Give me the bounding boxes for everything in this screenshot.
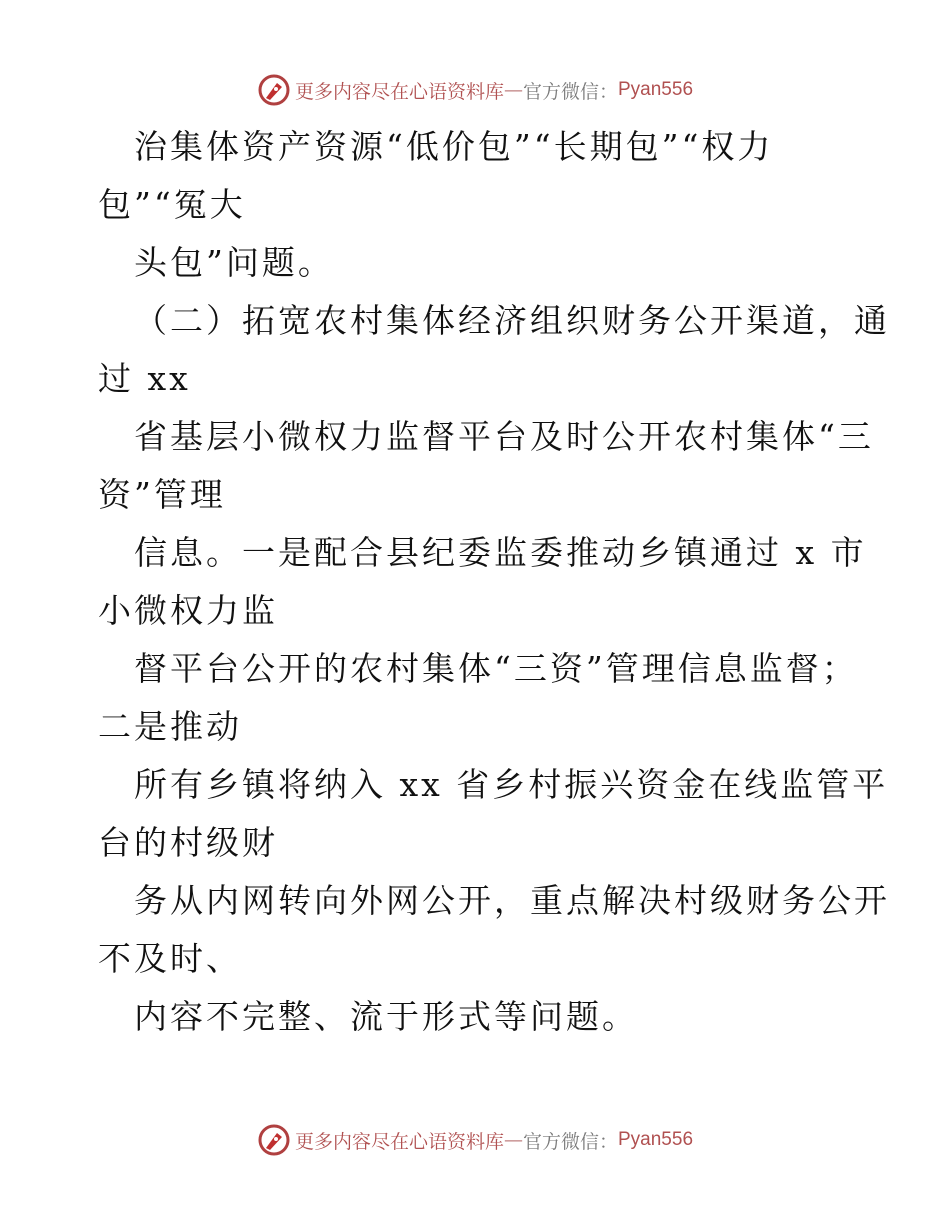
body-line: 资”管理 [98,475,226,514]
body-line: （二）拓宽农村集体经济组织财务公开渠道，通 [134,301,890,340]
pen-nib-logo-icon [257,1123,291,1157]
body-line: 不及时、 [98,939,242,978]
body-line: 务从内网转向外网公开，重点解决村级财务公开 [134,881,890,920]
footer-wechat-label: 官方微信： [522,1130,618,1153]
body-line: 头包”问题。 [134,243,334,282]
body-line: 二是推动 [98,707,242,746]
body-line: 所有乡镇将纳入 xx 省乡村振兴资金在线监管平 [134,765,889,804]
body-line: 台的村级财 [98,823,278,862]
document-body [98,118,890,1046]
body-line: 过 xx [98,359,191,398]
footer-banner [0,1120,950,1160]
header-dash: — [503,79,523,101]
header-banner [0,70,950,110]
header-wechat-id: Pyan556 [618,79,694,100]
body-line: 信息。一是配合县纪委监委推动乡镇通过 x 市 [134,533,867,572]
body-line: 小微权力监 [98,591,278,630]
body-line: 省基层小微权力监督平台及时公开农村集体“三 [134,417,874,456]
body-line: 包”“冤大 [98,185,246,224]
footer-wechat-id: Pyan556 [618,1129,694,1150]
body-line: 督平台公开的农村集体“三资”管理信息监督； [134,649,858,688]
body-line: 内容不完整、流于形式等问题。 [134,997,638,1036]
body-line: 治集体资产资源“低价包”“长期包”“权力 [134,127,774,166]
footer-brand-text: 更多内容尽在心语资料库 [294,1130,504,1153]
pen-nib-logo-icon [257,73,291,107]
header-brand-text: 更多内容尽在心语资料库 [294,80,504,103]
footer-dash: — [503,1129,523,1151]
header-wechat-label: 官方微信： [522,80,618,103]
